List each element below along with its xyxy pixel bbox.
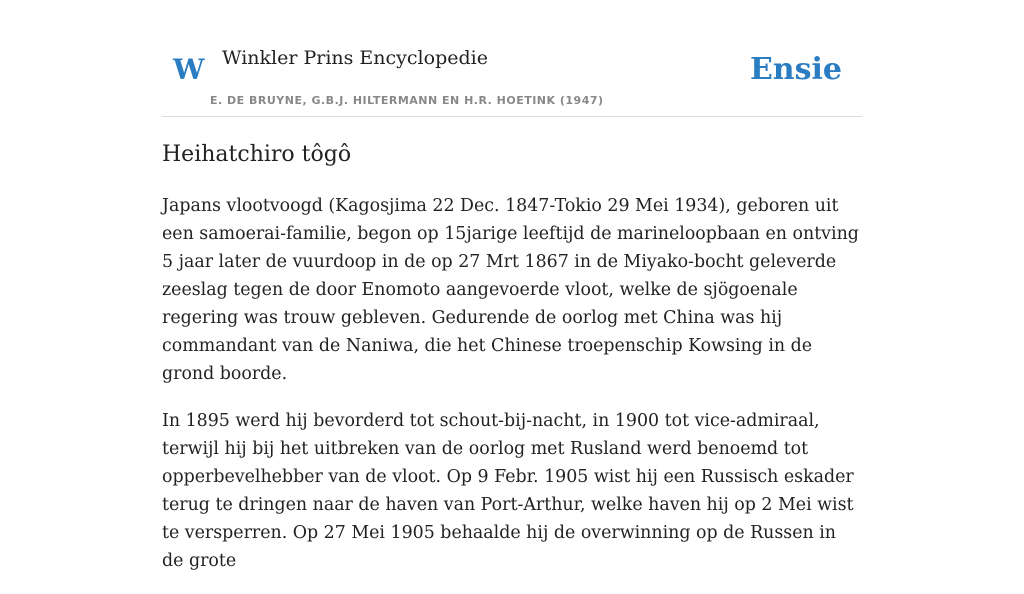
encyclopedia-title[interactable]: Winkler Prins Encyclopedie bbox=[222, 47, 488, 69]
encyclopedia-logo[interactable]: W bbox=[173, 53, 205, 86]
article-body bbox=[162, 192, 862, 594]
brand-logo[interactable]: Ensie bbox=[749, 52, 842, 87]
header bbox=[162, 0, 862, 117]
encyclopedia-authors: E. DE BRUYNE, G.B.J. HILTERMANN EN H.R. HOETINK (1947) bbox=[210, 94, 604, 107]
article-paragraph: Japans vlootvoogd (Kagosjima 22 Dec. 1847-Tokio 29 Mei 1934), geboren uit een samoerai-familie, begon op 15jarige leeftijd de marineloopbaan en ontving 5 jaar later de vuurdoop in de op 27 Mrt 1867 in de Miyako-bocht geleverde zeeslag tegen de door Enomoto aangevoerde vloot, welke de sjögoenale regering was trouw gebleven. Gedurende de oorlog met China was hij commandant van de Naniwa, die het Chinese troepenschip Kowsing in de grond boorde. bbox=[162, 196, 859, 384]
article-paragraph: In 1895 werd hij bevorderd tot schout-bij-nacht, in 1900 tot vice-admiraal, terwijl hij bij het uitbreken van de oorlog met Rusland werd benoemd tot opperbevelhebber van de vloot. Op 9 Febr. 1905 wist hij een Russisch eskader terug te dringen naar de haven van Port-Arthur, welke haven hij op 2 Mei wist te versperren. Op 27 Mei 1905 behaalde hij de overwinning op de Russen in de grote bbox=[162, 411, 854, 571]
article-title: Heihatchiro tôgô bbox=[162, 142, 352, 167]
page bbox=[162, 0, 862, 571]
